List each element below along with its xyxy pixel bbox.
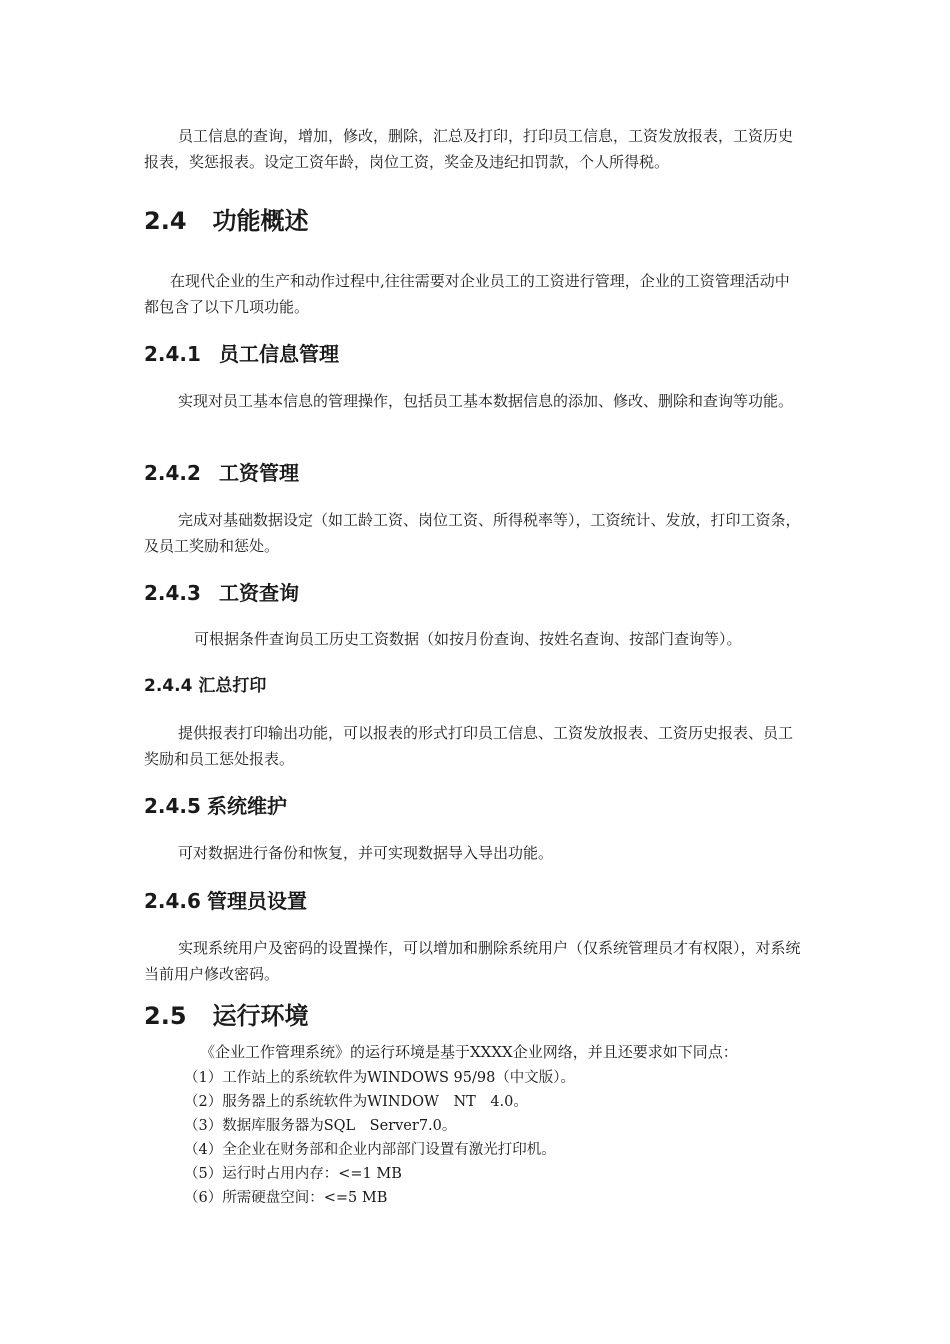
environment-list (144, 1066, 844, 1210)
section-2-4-2-paragraph: 完成对基础数据设定（如工龄工资、岗位工资、所得税率等），工资统计、发放，打印工资条，及员工奖励和惩处。 (144, 511, 801, 555)
list-item: （6）所需硬盘空间：<=5 MB (184, 1190, 388, 1206)
section-2-4-2-heading (144, 459, 804, 487)
section-2-4-3-heading (144, 579, 804, 607)
section-2-5-paragraph: 《企业工作管理系统》的运行环境是基于XXXX企业网络，并且还要求如下同点： (200, 1043, 738, 1061)
list-item: （5）运行时占用内存：<=1 MB (184, 1166, 402, 1182)
section-number: 2.4.2 (144, 461, 201, 485)
section-title: 工资查询 (218, 581, 299, 605)
section-2-4-6-heading (144, 887, 804, 915)
section-2-4-3-paragraph: 可根据条件查询员工历史工资数据（如按月份查询、按姓名查询、按部门查询等）。 (194, 630, 742, 648)
section-title: 管理员设置 (206, 889, 307, 913)
section-2-4-4-heading (144, 674, 804, 698)
list-item: （3）数据库服务器为SQL Server7.0。 (184, 1118, 457, 1134)
section-number: 2.4.6 (144, 889, 201, 913)
section-title: 系统维护 (206, 794, 287, 818)
section-title: 运行环境 (212, 1002, 309, 1030)
intro-paragraph: 员工信息的查询，增加，修改，删除，汇总及打印，打印员工信息，工资发放报表，工资历史报表，奖惩报表。设定工资年龄，岗位工资，奖金及违纪扣罚款，个人所得税。 (144, 127, 794, 171)
section-number: 2.4.5 (144, 794, 201, 818)
section-2-4-1-paragraph: 实现对员工基本信息的管理操作，包括员工基本数据信息的添加、修改、删除和查询等功能。 (178, 392, 794, 410)
section-2-4-1-heading (144, 340, 804, 368)
list-item: （2）服务器上的系统软件为WINDOW NT 4.0。 (184, 1094, 528, 1110)
section-number: 2.4.1 (144, 342, 201, 366)
section-2-4-6-paragraph: 实现系统用户及密码的设置操作，可以增加和删除系统用户（仅系统管理员才有权限），对系统当前用户修改密码。 (144, 939, 801, 983)
list-item: （1）工作站上的系统软件为WINDOWS 95/98（中文版）。 (184, 1070, 576, 1086)
section-2-4-4-paragraph: 提供报表打印输出功能，可以报表的形式打印员工信息、工资发放报表、工资历史报表、员工奖励和员工惩处报表。 (144, 724, 794, 768)
section-2-5-heading (144, 1000, 804, 1032)
section-2-4-heading (144, 205, 804, 237)
section-number: 2.4 (144, 207, 187, 235)
section-title: 工资管理 (218, 461, 299, 485)
section-number: 2.4.3 (144, 581, 201, 605)
section-title: 汇总打印 (198, 676, 267, 696)
section-number: 2.5 (144, 1002, 187, 1030)
section-title: 员工信息管理 (218, 342, 339, 366)
section-title: 功能概述 (212, 207, 309, 235)
section-number: 2.4.4 (144, 676, 193, 696)
section-2-4-paragraph: 在现代企业的生产和动作过程中,往往需要对企业员工的工资进行管理，企业的工资管理活动中都包含了以下几项功能。 (144, 272, 790, 316)
section-2-4-5-heading (144, 792, 804, 820)
section-2-4-5-paragraph: 可对数据进行备份和恢复，并可实现数据导入导出功能。 (178, 844, 554, 862)
list-item: （4）全企业在财务部和企业内部部门设置有激光打印机。 (184, 1142, 556, 1158)
